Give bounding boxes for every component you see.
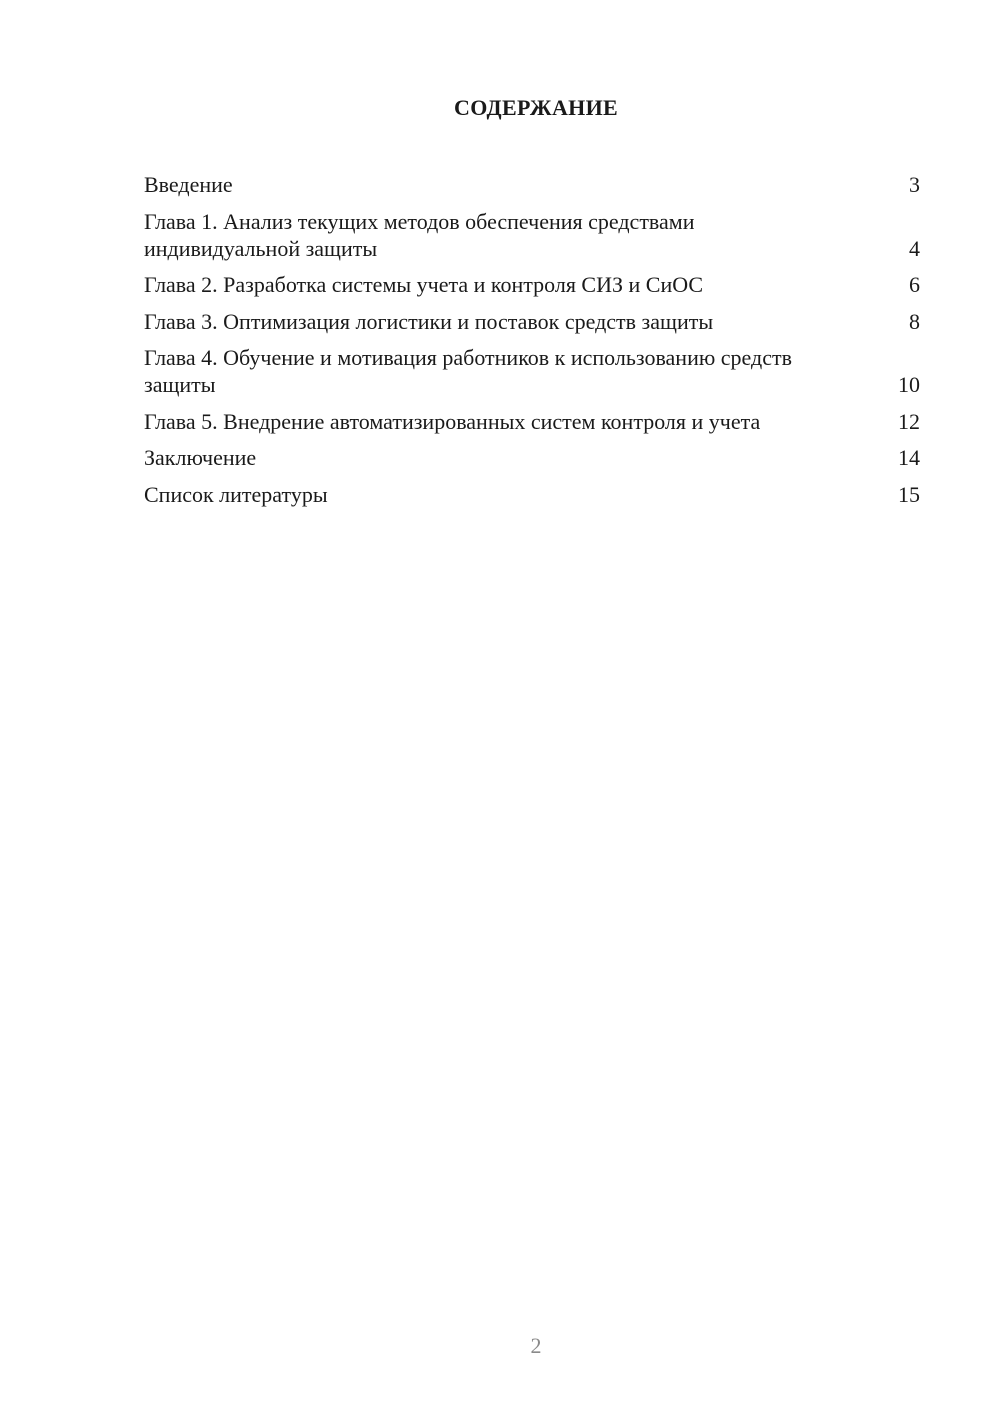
toc-entry-page: 15 [898,481,920,507]
toc-entry-chapter-5[interactable] [144,408,920,435]
toc-entry-label: Глава 3. Оптимизация логистики и поставок средств защиты [144,308,714,334]
toc-entry-introduction[interactable] [144,171,920,198]
toc-entry-chapter-3[interactable] [144,308,920,335]
toc-entry-label: Глава 4. Обучение и мотивация работников к использованию средств защиты [144,345,792,397]
toc-entry-chapter-1[interactable] [144,208,920,262]
toc-entry-page: 4 [909,235,920,261]
toc-entry-page: 12 [898,408,920,434]
toc-entry-page: 6 [909,272,920,297]
toc-entry-page: 14 [898,445,920,470]
page-number: 2 [530,1333,542,1358]
toc-entry-page: 10 [898,372,920,397]
toc-entry-chapter-2[interactable] [144,271,920,298]
toc-entry-conclusion[interactable] [144,444,920,471]
table-of-contents [144,171,920,517]
toc-entry-references[interactable] [144,481,920,508]
toc-entry-label: Глава 5. Внедрение автоматизированных систем контроля и учета [144,408,761,434]
toc-entry-label: Введение [144,172,233,197]
toc-entry-page: 8 [909,308,920,334]
toc-entry-label: Список литературы [144,481,328,507]
toc-entry-chapter-4[interactable] [144,344,920,398]
toc-title: СОДЕРЖАНИЕ [454,95,618,120]
toc-entry-label: Глава 2. Разработка системы учета и контроля СИЗ и СиОС [144,272,704,297]
toc-entry-page: 3 [909,172,920,197]
toc-entry-label: Глава 1. Анализ текущих методов обеспечения средствами индивидуальной защиты [144,208,695,261]
toc-entry-label: Заключение [144,445,257,470]
